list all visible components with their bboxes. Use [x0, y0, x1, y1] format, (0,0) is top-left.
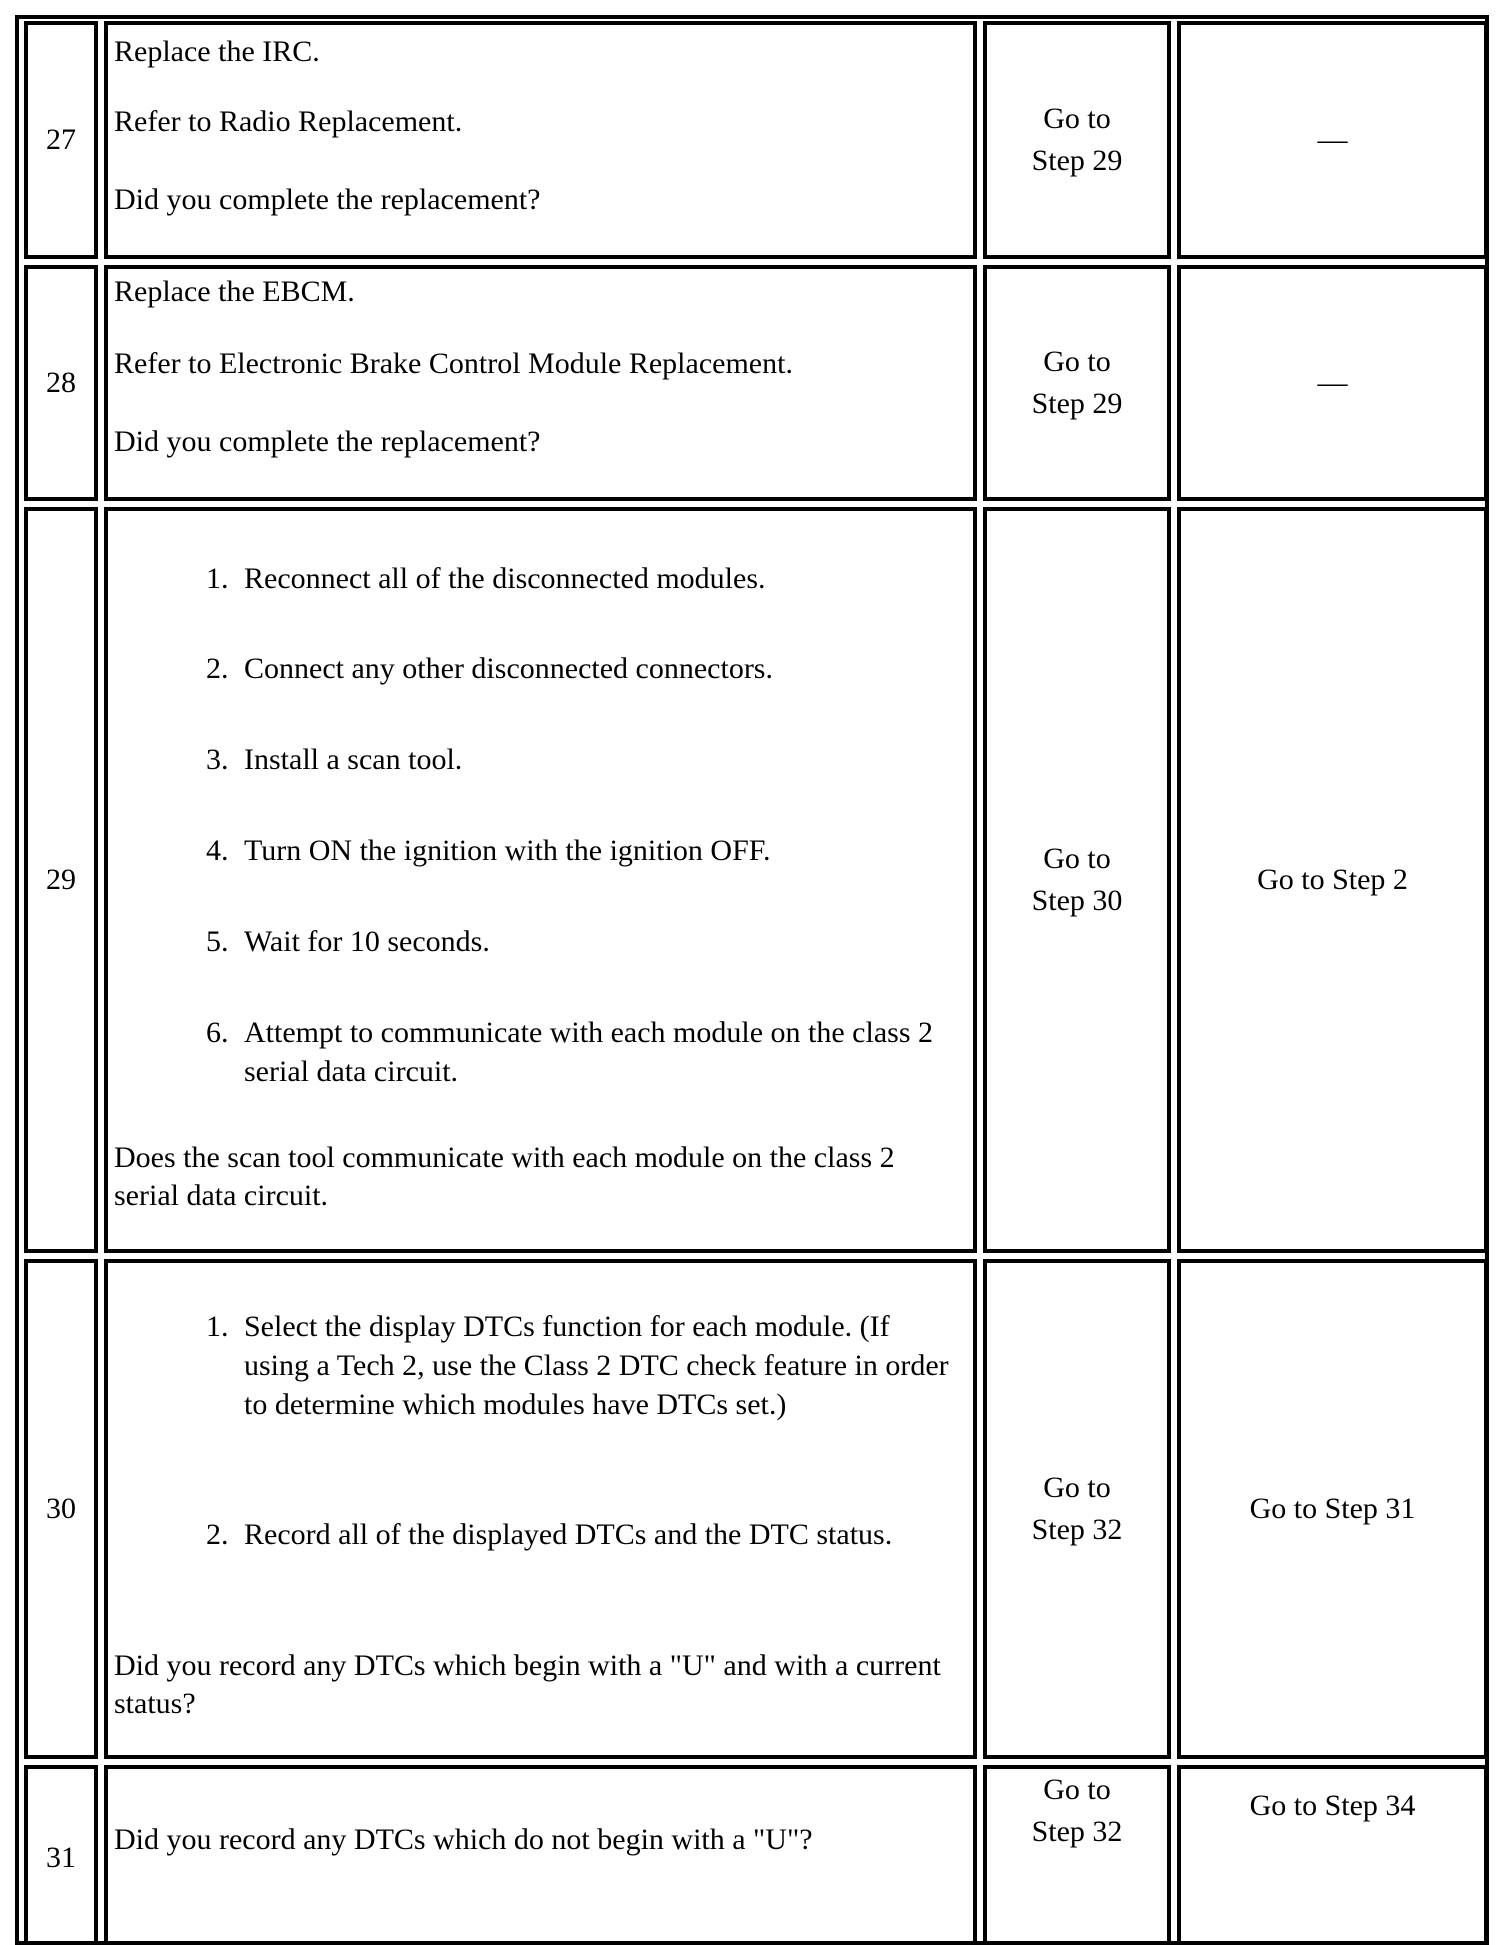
yes-line-1: Go to — [1043, 345, 1111, 378]
list-number: 4. — [206, 834, 229, 867]
step-number: 28 — [24, 265, 98, 501]
yes-line-2: Step 29 — [1031, 387, 1123, 420]
list-text: Wait for 10 seconds. — [244, 925, 490, 958]
list-item — [206, 1307, 953, 1424]
yes-result — [983, 265, 1171, 501]
list-item — [206, 1515, 953, 1554]
action-cell — [104, 507, 977, 1253]
question-text: Did you complete the replacement? — [114, 425, 541, 458]
list-number: 6. — [206, 1016, 229, 1049]
list-number: 5. — [206, 925, 229, 958]
list-text: Turn ON the ignition with the ignition OFF. — [244, 834, 771, 867]
list-text: Attempt to communicate with each module on the class 2 serial data circuit. — [244, 1016, 933, 1088]
table-row-31 — [24, 1765, 1480, 1945]
list-item — [206, 1013, 953, 1091]
list-number: 2. — [206, 652, 229, 685]
action-line: Refer to Radio Replacement. — [114, 105, 463, 138]
action-cell — [104, 1259, 977, 1759]
yes-result — [983, 21, 1171, 259]
list-text: Connect any other disconnected connectors. — [244, 652, 773, 685]
step-number: 29 — [24, 507, 98, 1253]
action-line: Refer to Electronic Brake Control Module Replacement. — [114, 347, 793, 380]
table-row-28 — [24, 265, 1480, 501]
yes-line-1: Go to — [1043, 842, 1111, 875]
yes-line-2: Step 30 — [1031, 884, 1123, 917]
no-result: Go to Step 2 — [1177, 507, 1488, 1253]
yes-line-1: Go to — [1043, 1471, 1111, 1504]
no-result: Go to Step 34 — [1177, 1765, 1488, 1945]
list-item — [206, 740, 953, 779]
diagnostic-table — [15, 15, 1489, 1945]
action-cell — [104, 265, 977, 501]
no-result: — — [1177, 21, 1488, 259]
yes-line-1: Go to — [1043, 1773, 1111, 1806]
yes-line-1: Go to — [1043, 102, 1111, 135]
action-cell — [104, 1765, 977, 1945]
question-text: Did you complete the replacement? — [114, 183, 541, 216]
step-number: 31 — [24, 1765, 98, 1945]
question-text: Did you record any DTCs which begin with a "U" and with a current status? — [114, 1649, 941, 1720]
no-result: — — [1177, 265, 1488, 501]
action-line: Replace the EBCM. — [114, 275, 355, 308]
list-number: 1. — [206, 1310, 229, 1343]
step-number: 30 — [24, 1259, 98, 1759]
list-item — [206, 922, 953, 961]
list-number: 1. — [206, 562, 229, 595]
list-item — [206, 649, 953, 688]
question-text: Did you record any DTCs which do not begin with a "U"? — [114, 1823, 813, 1856]
action-cell — [104, 21, 977, 259]
list-item — [206, 831, 953, 870]
question-text: Does the scan tool communicate with each module on the class 2 serial data circuit. — [114, 1141, 895, 1212]
list-text: Reconnect all of the disconnected modules. — [244, 562, 766, 595]
table-row-27 — [24, 21, 1480, 259]
yes-result — [983, 507, 1171, 1253]
yes-result — [983, 1765, 1171, 1945]
table-row-30 — [24, 1259, 1480, 1759]
table-row-29 — [24, 507, 1480, 1253]
yes-line-2: Step 32 — [1031, 1815, 1123, 1848]
list-item — [206, 559, 953, 598]
yes-line-2: Step 29 — [1031, 144, 1123, 177]
list-number: 2. — [206, 1518, 229, 1551]
yes-result — [983, 1259, 1171, 1759]
step-number: 27 — [24, 21, 98, 259]
list-number: 3. — [206, 743, 229, 776]
list-text: Select the display DTCs function for each module. (If using a Tech 2, use the Class 2 DTC check feature in order to determine which modules have DTCs set.) — [244, 1310, 949, 1421]
yes-line-2: Step 32 — [1031, 1513, 1123, 1546]
no-result: Go to Step 31 — [1177, 1259, 1488, 1759]
list-text: Install a scan tool. — [244, 743, 463, 776]
list-text: Record all of the displayed DTCs and the DTC status. — [244, 1518, 893, 1551]
action-line: Replace the IRC. — [114, 35, 320, 68]
